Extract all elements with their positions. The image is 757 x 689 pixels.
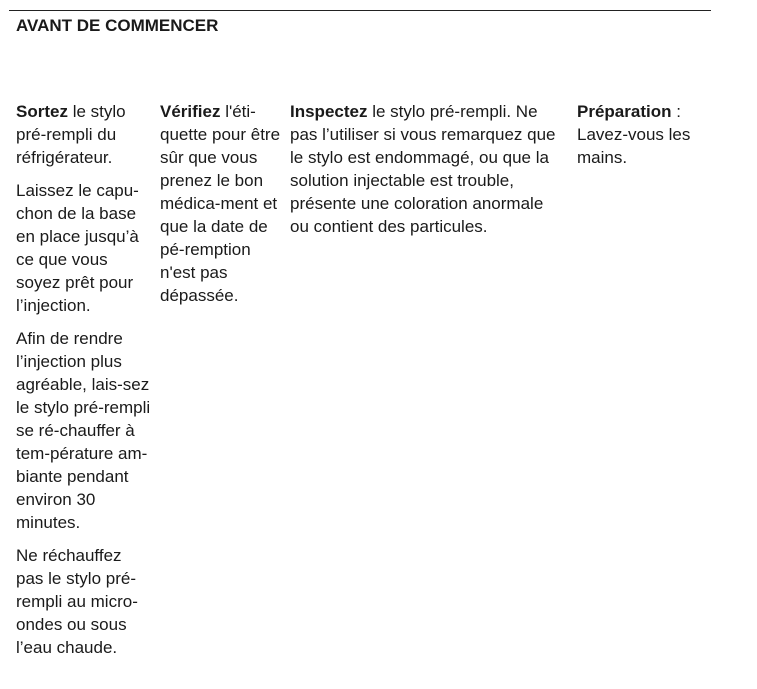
step-remove-no-heat-note: Ne réchauffez pas le stylo pré-rempli au micro-ondes ou sous l’eau chaude. xyxy=(16,546,138,657)
step-inspect-text-block xyxy=(290,100,562,238)
step-check-text-block xyxy=(160,100,282,307)
step-prepare-text: : Lavez-vous les mains. xyxy=(577,102,691,167)
step-check-lead: Vérifiez xyxy=(160,102,221,121)
top-rule xyxy=(9,10,711,11)
step-remove-warmup-note: Afin de rendre l’injection plus agréable, lais-sez le stylo pré-rempli se ré-chauffer à tem-pérature am-biante pendant environ 30 minutes. xyxy=(16,329,151,532)
step-remove-lead: Sortez xyxy=(16,102,68,121)
step-check-text: l'éti-quette pour être sûr que vous prenez le bon médica-ment et que la date de pé-remption n'est pas dépassée. xyxy=(160,102,281,305)
step-remove-intro xyxy=(16,100,152,169)
step-remove-cap-note: Laissez le capu-chon de la base en place jusqu’à ce que vous soyez prêt pour l’injection. xyxy=(16,181,139,315)
step-prepare-lead: Préparation xyxy=(577,102,672,121)
step-inspect-text: le stylo pré-rempli. Ne pas l’utiliser si vous remarquez que le stylo est endommagé, ou que la solution injectable est trouble, présente une coloration anormale ou contient des particules. xyxy=(290,102,556,236)
step-column-prepare xyxy=(577,100,727,179)
step-column-inspect xyxy=(290,100,562,248)
section-heading: AVANT DE COMMENCER xyxy=(16,16,219,35)
step-inspect-lead: Inspectez xyxy=(290,102,368,121)
step-remove-text: le stylo pré-rempli du réfrigérateur. xyxy=(16,102,126,167)
step-prepare-text-block xyxy=(577,100,727,169)
step-column-remove xyxy=(16,100,152,669)
step-column-check xyxy=(160,100,282,317)
